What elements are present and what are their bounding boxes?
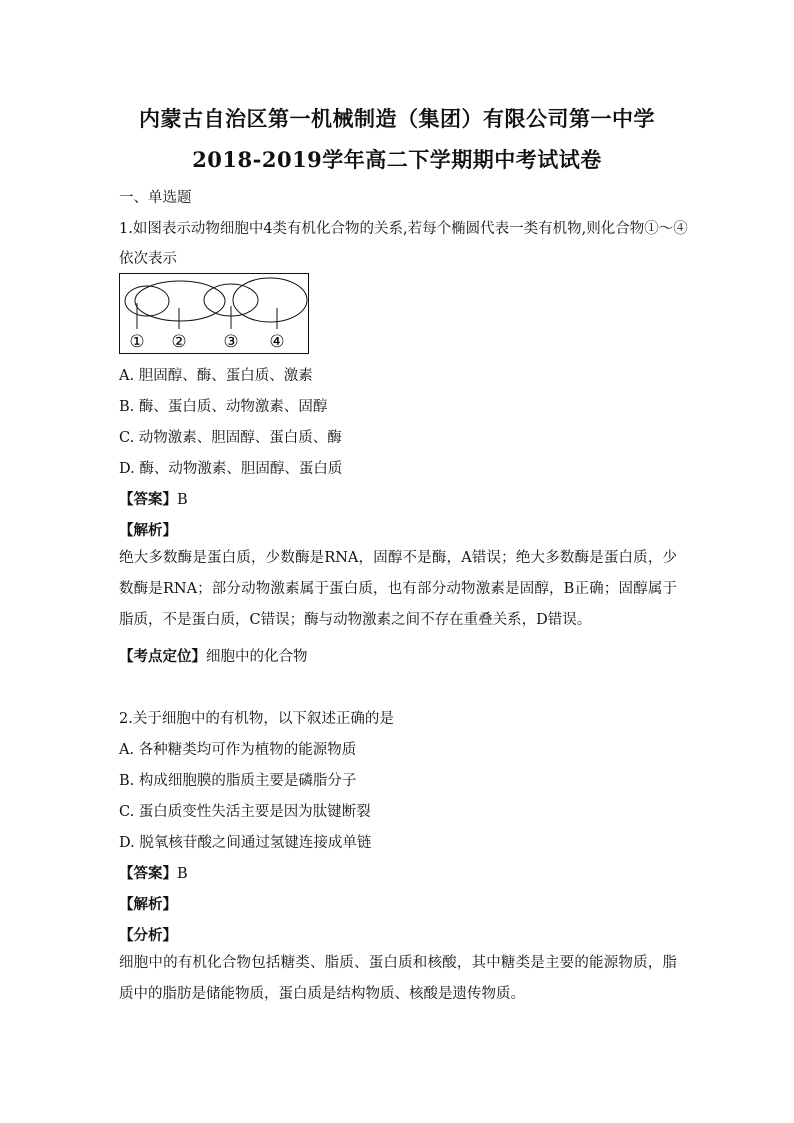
q2-option-b: B. 构成细胞膜的脂质主要是磷脂分子 (119, 773, 357, 789)
q2-fenxi-text: 细胞中的有机化合物包括糖类、脂质、蛋白质和核酸，其中糖类是主要的能源物质，脂质中的脂肪是储能物质，蛋白质是结构物质、核酸是遗传物质。 (119, 955, 677, 1002)
diagram-label-2: ② (171, 332, 187, 352)
diagram-label-3: ③ (223, 332, 239, 352)
kaodian-value: 细胞中的化合物 (206, 649, 308, 665)
q2-option-a: A. 各种糖类均可作为植物的能源物质 (119, 742, 357, 758)
ellipse-2 (135, 281, 225, 321)
answer-tag: 【答案】 (119, 865, 177, 882)
diagram-label-1: ① (129, 332, 145, 352)
q2-option-c: C. 蛋白质变性失活主要是因为肽键断裂 (119, 804, 371, 820)
kaodian-tag: 【考点定位】 (119, 648, 206, 665)
answer-tag: 【答案】 (119, 491, 177, 508)
ellipse-1 (125, 286, 169, 316)
q1-option-b: B. 酶、蛋白质、动物激素、固醇 (119, 399, 328, 415)
q2-option-d: D. 脱氧核苷酸之间通过氢键连接成单链 (119, 835, 372, 851)
exam-title-line1: 内蒙古自治区第一机械制造（集团）有限公司第一中学 (139, 106, 655, 131)
q1-kaodian (119, 645, 308, 666)
q2-fenxi-tag: 【分析】 (119, 927, 177, 944)
q1-analysis-tag: 【解析】 (119, 522, 177, 539)
q1-stem-line2: 依次表示 (119, 251, 177, 267)
q2-stem: 2.关于细胞中的有机物，以下叙述正确的是 (119, 711, 394, 727)
answer-value: B (177, 866, 188, 882)
q1-ellipse-diagram (119, 273, 309, 354)
ellipse-4 (233, 278, 307, 322)
q1-answer (119, 488, 188, 509)
q1-option-d: D. 酶、动物激素、胆固醇、蛋白质 (119, 461, 343, 477)
q1-analysis-text: 绝大多数酶是蛋白质，少数酶是RNA，固醇不是酶，A错误；绝大多数酶是蛋白质，少数酶是RNA；部分动物激素属于蛋白质，也有部分动物激素是固醇，B正确；固醇属于脂质，不是蛋白质，C错误；酶与动物激素之间不存在重叠关系，D错误。 (119, 550, 677, 628)
answer-value: B (177, 492, 188, 508)
q2-analysis-tag: 【解析】 (119, 896, 177, 913)
q1-stem-line1: 1.如图表示动物细胞中4类有机化合物的关系,若每个椭圆代表一类有机物,则化合物①～④ (119, 221, 688, 237)
q2-answer (119, 862, 188, 883)
diagram-label-4: ④ (269, 332, 285, 352)
exam-title-line2: 2018-2019学年高二下学期期中考试试卷 (192, 147, 602, 172)
q1-option-a: A. 胆固醇、酶、蛋白质、激素 (119, 368, 313, 384)
q1-option-c: C. 动物激素、胆固醇、蛋白质、酶 (119, 430, 342, 446)
section-heading: 一、单选题 (119, 190, 192, 206)
